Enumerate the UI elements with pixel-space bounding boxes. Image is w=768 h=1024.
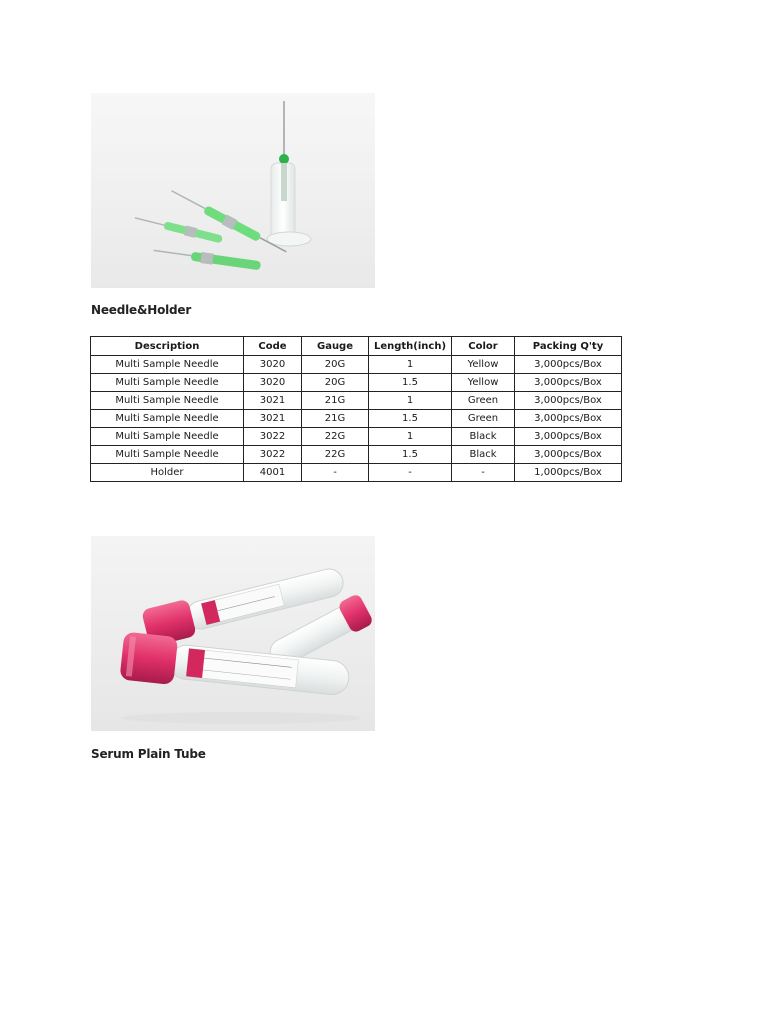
- cell-description: Multi Sample Needle: [91, 446, 244, 464]
- needle-spec-table: [90, 336, 622, 482]
- header-packing: Packing Q'ty: [515, 337, 622, 356]
- cell-length: 1.5: [369, 446, 452, 464]
- cell-description: Multi Sample Needle: [91, 410, 244, 428]
- cell-packing: 3,000pcs/Box: [515, 356, 622, 374]
- cell-code: 3021: [244, 410, 302, 428]
- table-row: [91, 392, 622, 410]
- header-description: Description: [91, 337, 244, 356]
- header-code: Code: [244, 337, 302, 356]
- cell-length: 1: [369, 428, 452, 446]
- cell-length: 1: [369, 392, 452, 410]
- cell-gauge: 20G: [302, 374, 369, 392]
- cell-description: Multi Sample Needle: [91, 392, 244, 410]
- cell-length: -: [369, 464, 452, 482]
- cell-color: -: [452, 464, 515, 482]
- serum-tube-photo: [91, 536, 375, 731]
- table-row: [91, 428, 622, 446]
- header-gauge: Gauge: [302, 337, 369, 356]
- cell-color: Green: [452, 410, 515, 428]
- cell-packing: 3,000pcs/Box: [515, 446, 622, 464]
- cell-color: Yellow: [452, 356, 515, 374]
- cell-packing: 1,000pcs/Box: [515, 464, 622, 482]
- cell-code: 3020: [244, 356, 302, 374]
- cell-length: 1.5: [369, 374, 452, 392]
- cell-code: 3022: [244, 428, 302, 446]
- cell-gauge: 20G: [302, 356, 369, 374]
- cell-gauge: 21G: [302, 410, 369, 428]
- table-header-row: [91, 337, 622, 356]
- table-row: [91, 356, 622, 374]
- cell-code: 3021: [244, 392, 302, 410]
- serum-tube-illustration: [91, 536, 375, 731]
- cell-packing: 3,000pcs/Box: [515, 374, 622, 392]
- cell-color: Green: [452, 392, 515, 410]
- cell-gauge: 21G: [302, 392, 369, 410]
- cell-color: Yellow: [452, 374, 515, 392]
- cell-gauge: 22G: [302, 446, 369, 464]
- cell-packing: 3,000pcs/Box: [515, 428, 622, 446]
- table-row: [91, 410, 622, 428]
- cell-code: 3022: [244, 446, 302, 464]
- cell-description: Multi Sample Needle: [91, 374, 244, 392]
- cell-description: Holder: [91, 464, 244, 482]
- cell-packing: 3,000pcs/Box: [515, 392, 622, 410]
- table-row: [91, 374, 622, 392]
- cell-gauge: -: [302, 464, 369, 482]
- cell-description: Multi Sample Needle: [91, 428, 244, 446]
- needle-holder-caption: Needle&Holder: [91, 303, 192, 317]
- cell-color: Black: [452, 428, 515, 446]
- cell-gauge: 22G: [302, 428, 369, 446]
- cell-length: 1: [369, 356, 452, 374]
- serum-tube-caption: Serum Plain Tube: [91, 747, 206, 761]
- cell-length: 1.5: [369, 410, 452, 428]
- needle-holder-illustration: [91, 93, 375, 288]
- header-length: Length(inch): [369, 337, 452, 356]
- header-color: Color: [452, 337, 515, 356]
- cell-code: 4001: [244, 464, 302, 482]
- cell-packing: 3,000pcs/Box: [515, 410, 622, 428]
- cell-code: 3020: [244, 374, 302, 392]
- cell-description: Multi Sample Needle: [91, 356, 244, 374]
- table-row: [91, 446, 622, 464]
- needle-holder-photo: [91, 93, 375, 288]
- table-row: [91, 464, 622, 482]
- cell-color: Black: [452, 446, 515, 464]
